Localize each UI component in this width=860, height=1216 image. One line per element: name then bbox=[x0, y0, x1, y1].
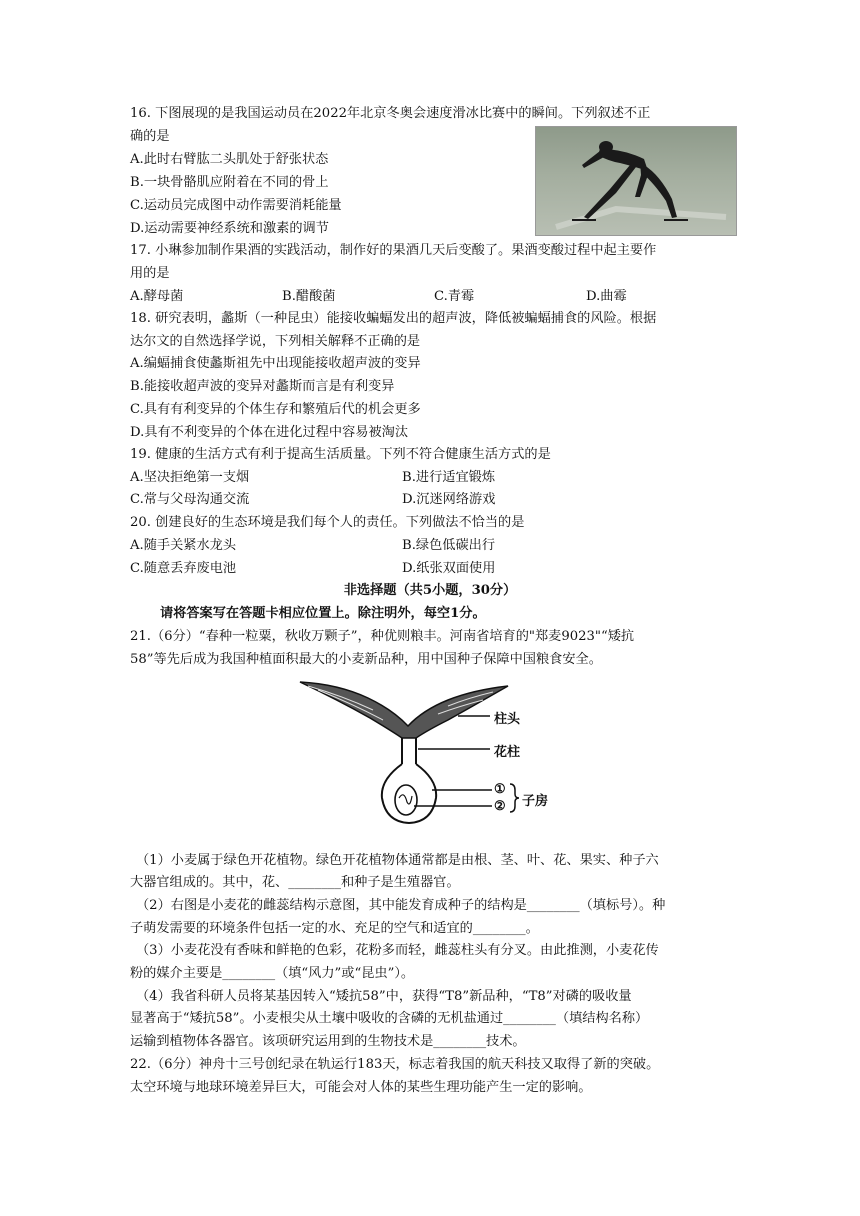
q21-part4-line1: （4）我省科研人员将某基因转入“矮抗58”中，获得“T8”新品种，“T8”对磷的吸收量 bbox=[136, 989, 632, 1004]
q18-option-b: B.能接收超声波的变异对蠡斯而言是有利变异 bbox=[130, 379, 395, 394]
q16-option-b: B.一块骨骼肌应附着在不同的骨上 bbox=[130, 175, 329, 190]
pistil-diagram bbox=[298, 676, 588, 826]
q18-stem-line1: 18. 研究表明，蠡斯（一种昆虫）能接收蝙蝠发出的超声波，降低被蝙蝠捕食的风险。根据 bbox=[130, 311, 657, 326]
q20-stem: 20. 创建良好的生态环境是我们每个人的责任。下列做法不恰当的是 bbox=[130, 515, 525, 530]
section-title: 非选择题（共5小题，30分） bbox=[343, 583, 517, 598]
q17-stem-line2: 用的是 bbox=[130, 266, 170, 281]
q19-stem: 19. 健康的生活方式有利于提高生活质量。下列不符合健康生活方式的是 bbox=[130, 447, 551, 462]
q22-stem-line1: 22.（6分）神舟十三号创纪录在轨运行183天，标志着我国的航天科技又取得了新的突破。 bbox=[130, 1057, 660, 1072]
q20-option-b: B.绿色低碳出行 bbox=[402, 538, 496, 553]
q16-option-a: A.此时右臂肱二头肌处于舒张状态 bbox=[130, 152, 329, 167]
q17-stem-line1: 17. 小琳参加制作果酒的实践活动，制作好的果酒几天后变酸了。果酒变酸过程中起主要作 bbox=[130, 243, 657, 258]
diagram-label-style: 花柱 bbox=[494, 745, 521, 760]
q18-stem-line2: 达尔文的自然选择学说，下列相关解释不正确的是 bbox=[130, 334, 421, 349]
q21-part3-line2: 粉的媒介主要是________（填“风力”或“昆虫”）。 bbox=[130, 966, 415, 981]
q21-stem-line2: 58”等先后成为我国种植面积最大的小麦新品种，用中国种子保障中国粮食安全。 bbox=[130, 652, 602, 667]
q17-option-a: A.酵母菌 bbox=[130, 289, 184, 304]
q21-part2-line2: 子萌发需要的环境条件包括一定的水、充足的空气和适宜的________。 bbox=[130, 921, 539, 936]
q18-option-a: A.编蝠捕食使蠡斯祖先中出现能接收超声波的变异 bbox=[130, 356, 421, 371]
q16-stem-line2: 确的是 bbox=[130, 129, 170, 144]
q16-option-d: D.运动需要神经系统和激素的调节 bbox=[130, 221, 329, 236]
q17-option-b: B.醋酸菌 bbox=[282, 289, 336, 304]
q18-option-c: C.具有有利变异的个体生存和繁殖后代的机会更多 bbox=[130, 402, 421, 417]
q18-option-d: D.具有不利变异的个体在进化过程中容易被淘汰 bbox=[130, 425, 409, 440]
diagram-mark-2: ② bbox=[494, 799, 506, 814]
q16-stem-line1: 16. 下图展现的是我国运动员在2022年北京冬奥会速度滑冰比赛中的瞬间。下列叙述不正 bbox=[130, 106, 651, 121]
q21-part4-line2: 显著高于“矮抗58”。小麦根尖从土壤中吸收的含磷的无机盐通过________（填结构名称） bbox=[130, 1011, 649, 1026]
diagram-mark-1: ① bbox=[494, 782, 506, 797]
q20-option-a: A.随手关紧水龙头 bbox=[130, 538, 237, 553]
q21-part4-line3: 运输到植物体各器官。该项研究运用到的生物技术是________技术。 bbox=[130, 1034, 526, 1049]
q21-stem-line1: 21.（6分）“春种一粒粟，秋收万颗子”，种优则粮丰。河南省培育的"郑麦9023"“矮抗 bbox=[130, 629, 635, 644]
q21-part1-line1: （1）小麦属于绿色开花植物。绿色开花植物体通常都是由根、茎、叶、花、果实、种子六 bbox=[136, 853, 659, 868]
q19-option-d: D.沉迷网络游戏 bbox=[402, 492, 496, 507]
q21-part1-line2: 大器官组成的。其中，花、________和种子是生殖器官。 bbox=[130, 875, 460, 890]
q21-part3-line1: （3）小麦花没有香味和鲜艳的色彩，花粉多而轻，雌蕊柱头有分叉。由此推测，小麦花传 bbox=[136, 943, 659, 958]
q17-option-d: D.曲霉 bbox=[586, 289, 627, 304]
q19-option-c: C.常与父母沟通交流 bbox=[130, 492, 250, 507]
speed-skater-photo bbox=[535, 126, 737, 236]
diagram-label-stigma: 柱头 bbox=[494, 712, 521, 727]
section-instruction: 请将答案写在答题卡相应位置上。除注明外，每空1分。 bbox=[160, 606, 486, 621]
q22-stem-line2: 太空环境与地球环境差异巨大，可能会对人体的某些生理功能产生一定的影响。 bbox=[130, 1080, 592, 1095]
q16-option-c: C.运动员完成图中动作需要消耗能量 bbox=[130, 198, 342, 213]
q20-option-c: C.随意丢弃废电池 bbox=[130, 561, 237, 576]
q17-option-c: C.青霉 bbox=[434, 289, 475, 304]
q19-option-b: B.进行适宜锻炼 bbox=[402, 470, 496, 485]
q21-part2-line1: （2）右图是小麦花的雌蕊结构示意图，其中能发育成种子的结构是________（填标号）。种 bbox=[136, 898, 666, 913]
q20-option-d: D.纸张双面使用 bbox=[402, 561, 496, 576]
q19-option-a: A.坚决拒绝第一支烟 bbox=[130, 470, 250, 485]
diagram-label-ovary: 子房 bbox=[522, 794, 549, 809]
